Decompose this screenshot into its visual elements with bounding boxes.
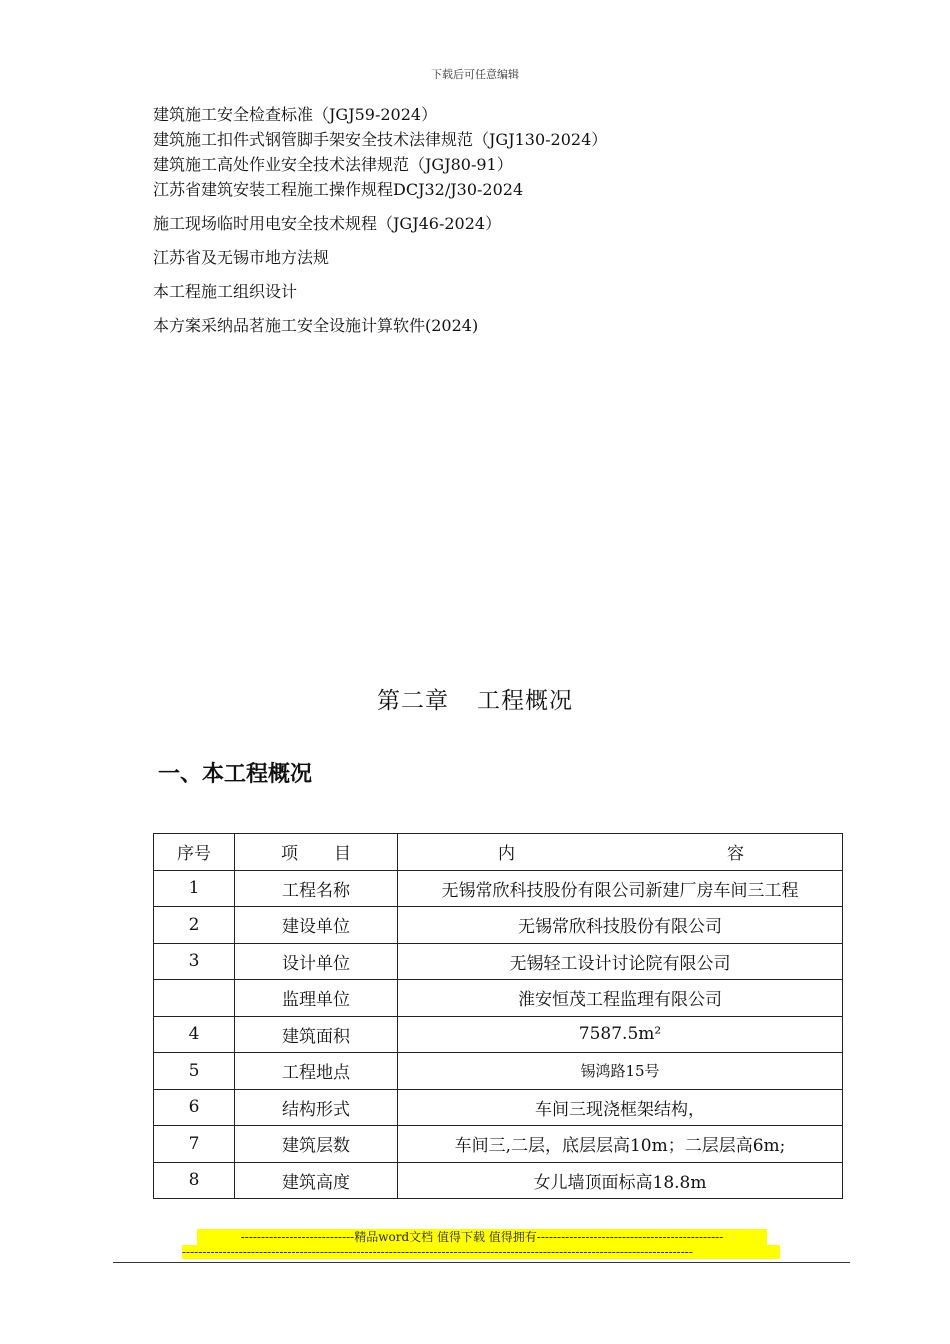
table-row xyxy=(154,1126,843,1163)
reference-item: 本工程施工组织设计 xyxy=(153,282,298,301)
row-content: 7587.5m² xyxy=(398,1016,843,1053)
row-item: 结构形式 xyxy=(235,1089,398,1126)
row-item: 设计单位 xyxy=(235,943,398,980)
table-row xyxy=(154,1016,843,1053)
row-content: 车间三现浇框架结构， xyxy=(398,1089,843,1126)
project-overview-table xyxy=(153,833,843,1199)
reference-item: 建筑施工高处作业安全技术法律规范（JGJ80-91） xyxy=(153,155,513,174)
row-no: 3 xyxy=(154,943,235,980)
table-row xyxy=(154,1089,843,1126)
header-content-b: 容 xyxy=(727,844,744,865)
row-item: 工程名称 xyxy=(235,870,398,907)
reference-item: 本方案采纳品茗施工安全设施计算软件(2024) xyxy=(153,316,479,335)
header-item-a: 项 xyxy=(281,844,298,865)
table-row xyxy=(154,980,843,1017)
row-no xyxy=(154,980,235,1017)
chapter-title xyxy=(0,682,950,715)
header-item-b: 目 xyxy=(334,844,351,865)
table-row xyxy=(154,870,843,907)
row-content: 无锡常欣科技股份有限公司 xyxy=(398,907,843,944)
reference-item: 江苏省建筑安装工程施工操作规程DCJ32/J30-2024 xyxy=(153,180,524,199)
section-title: 一、本工程概况 xyxy=(158,762,313,787)
row-item: 建筑面积 xyxy=(235,1016,398,1053)
row-item: 建筑层数 xyxy=(235,1126,398,1163)
row-no: 6 xyxy=(154,1089,235,1126)
table-row xyxy=(154,1162,843,1199)
row-content: 锡鸿路15号 xyxy=(398,1053,843,1090)
chapter-name: 工程概况 xyxy=(477,688,573,714)
reference-item: 建筑施工扣件式钢管脚手架安全技术法律规范（JGJ130-2024） xyxy=(153,130,608,149)
row-content: 车间三,二层，底层层高10m；二层层高6m; xyxy=(398,1126,843,1163)
header-item xyxy=(235,834,398,871)
footer-divider xyxy=(113,1262,850,1263)
reference-item: 施工现场临时用电安全技术规程（JGJ46-2024） xyxy=(153,214,502,233)
row-item: 建设单位 xyxy=(235,907,398,944)
table-row xyxy=(154,1053,843,1090)
row-item: 监理单位 xyxy=(235,980,398,1017)
row-no: 8 xyxy=(154,1162,235,1199)
row-content: 淮安恒茂工程监理有限公司 xyxy=(398,980,843,1017)
row-no: 4 xyxy=(154,1016,235,1053)
table-header-row xyxy=(154,834,843,871)
row-no: 1 xyxy=(154,870,235,907)
reference-item: 江苏省及无锡市地方法规 xyxy=(153,248,330,267)
row-no: 7 xyxy=(154,1126,235,1163)
header-content-a: 内 xyxy=(498,844,515,865)
reference-list xyxy=(153,102,607,338)
table-row xyxy=(154,943,843,980)
row-no: 2 xyxy=(154,907,235,944)
footer-dash-line: ------------------------------------------------------------------------------------------------------------------------------ xyxy=(182,1245,780,1259)
row-no: 5 xyxy=(154,1053,235,1090)
row-content: 无锡常欣科技股份有限公司新建厂房车间三工程 xyxy=(398,870,843,907)
header-content xyxy=(398,834,843,871)
row-content: 女儿墙顶面标高18.8m xyxy=(398,1162,843,1199)
table-row xyxy=(154,907,843,944)
chapter-number: 第二章 xyxy=(377,688,449,714)
header-note: 下载后可任意编辑 xyxy=(431,68,519,81)
reference-item: 建筑施工安全检查标准（JGJ59-2024） xyxy=(153,105,438,124)
header-no: 序号 xyxy=(154,834,235,871)
row-item: 工程地点 xyxy=(235,1053,398,1090)
row-content: 无锡轻工设计讨论院有限公司 xyxy=(398,943,843,980)
row-item: 建筑高度 xyxy=(235,1162,398,1199)
footer-banner: ----------------------------精品word文档 值得下载 值得拥有---------------------------------------------- xyxy=(197,1229,767,1245)
